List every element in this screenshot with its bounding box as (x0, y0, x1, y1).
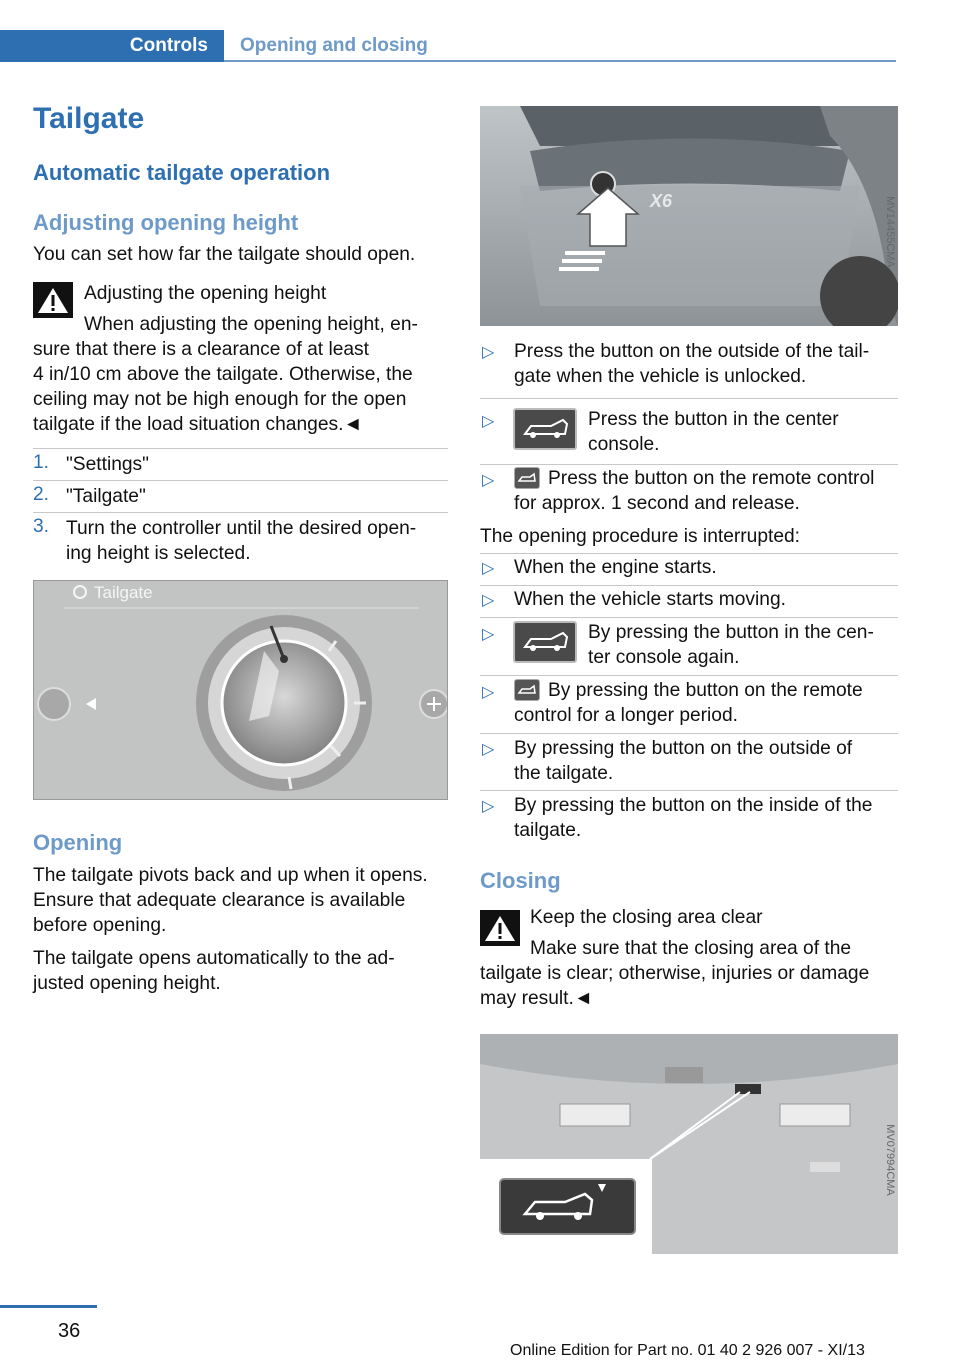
list-item: By pressing the button on the outside of (514, 738, 853, 759)
bullet-icon: ▷ (482, 626, 495, 643)
list-divider (480, 464, 898, 465)
warning-icon (480, 910, 520, 946)
image-code: MV07994CMA (884, 1124, 897, 1196)
idrive-screen-image (33, 580, 448, 800)
closing-heading: Closing (480, 868, 561, 893)
opening-text: Ensure that adequate clearance is available (33, 890, 406, 911)
list-divider (33, 480, 448, 481)
remote-button-icon (514, 679, 540, 701)
list-item: "Tailgate" (66, 486, 146, 507)
intro-text: You can set how far the tailgate should open. (33, 244, 416, 265)
list-divider (33, 512, 448, 513)
step-number: 2. (33, 484, 50, 505)
header-subsection-tab[interactable]: Opening and closing (224, 30, 896, 62)
bullet-icon: ▷ (482, 684, 495, 701)
list-divider (480, 553, 898, 554)
closing-text: tailgate is clear; otherwise, injuries or damage (480, 963, 870, 984)
list-divider (480, 790, 898, 791)
warning-icon (33, 282, 73, 318)
list-item: Press the button in the center (588, 409, 839, 430)
list-divider (480, 398, 898, 399)
list-item: gate when the vehicle is unlocked. (514, 366, 807, 387)
warning-text: sure that there is a clearance of at least (33, 339, 369, 360)
warning-text: 4 in/10 cm above the tailgate. Otherwise, the (33, 364, 413, 385)
list-divider (480, 617, 898, 618)
interior-tailgate-photo (480, 1034, 898, 1254)
list-item: control for a longer period. (514, 705, 738, 726)
bullet-icon: ▷ (482, 560, 495, 577)
opening-text: The tailgate opens automatically to the ad- (33, 948, 395, 969)
list-item: By pressing the button on the remote (548, 680, 863, 701)
list-item: By pressing the button on the inside of the (514, 795, 873, 816)
warning-title: Adjusting the opening height (84, 283, 327, 304)
list-item: console. (588, 434, 660, 455)
list-divider (33, 448, 448, 449)
list-item: When the engine starts. (514, 557, 717, 578)
warning-text: When adjusting the opening height, en- (84, 314, 418, 335)
opening-text: justed opening height. (33, 973, 221, 994)
bullet-icon: ▷ (482, 472, 495, 489)
edition-text: Online Edition for Part no. 01 40 2 926 007 - XI/13 (510, 1342, 865, 1359)
page-number: 36 (58, 1320, 81, 1342)
list-item: Press the button on the remote control (548, 468, 875, 489)
list-item: Press the button on the outside of the tail- (514, 341, 870, 362)
list-item: By pressing the button in the cen- (588, 622, 874, 643)
model-badge: X6 (650, 191, 673, 211)
tailgate-button-icon (513, 621, 577, 663)
image-code: MV14455CMA (884, 196, 897, 268)
step-number: 3. (33, 516, 50, 537)
interrupted-text: The opening procedure is interrupted: (480, 526, 800, 547)
list-item: ter console again. (588, 647, 740, 668)
opening-text: before opening. (33, 915, 167, 936)
bullet-icon: ▷ (482, 413, 495, 430)
bullet-icon: ▷ (482, 741, 495, 758)
list-divider (480, 675, 898, 676)
list-item: When the vehicle starts moving. (514, 589, 786, 610)
bullet-icon: ▷ (482, 592, 495, 609)
list-item: tailgate. (514, 820, 582, 841)
tailgate-button-icon (513, 408, 577, 450)
closing-warning-title: Keep the closing area clear (530, 907, 763, 928)
list-item: the tailgate. (514, 763, 614, 784)
list-divider (480, 733, 898, 734)
closing-text: may result.◄ (480, 988, 593, 1009)
warning-text: tailgate if the load situation changes.◄ (33, 414, 363, 435)
section-heading: Automatic tailgate operation (33, 160, 331, 185)
bullet-icon: ▷ (482, 344, 495, 361)
opening-text: The tailgate pivots back and up when it opens. (33, 865, 428, 886)
tailgate-photo (480, 106, 898, 326)
page-title: Tailgate (33, 102, 145, 135)
list-item: for approx. 1 second and release. (514, 493, 800, 514)
list-item: Turn the controller until the desired open- (66, 518, 417, 539)
closing-text: Make sure that the closing area of the (530, 938, 852, 959)
step-number: 1. (33, 452, 50, 473)
remote-button-icon (514, 467, 540, 489)
list-item: "Settings" (66, 454, 149, 475)
list-item: ing height is selected. (66, 543, 251, 564)
bullet-icon: ▷ (482, 798, 495, 815)
warning-text: ceiling may not be high enough for the open (33, 389, 407, 410)
header-section-tab[interactable]: Controls (0, 30, 224, 62)
screen-label: Tailgate (94, 583, 153, 602)
opening-heading: Opening (33, 830, 123, 855)
list-divider (480, 585, 898, 586)
subsection-heading: Adjusting opening height (33, 210, 299, 235)
footer-rule (0, 1305, 97, 1308)
